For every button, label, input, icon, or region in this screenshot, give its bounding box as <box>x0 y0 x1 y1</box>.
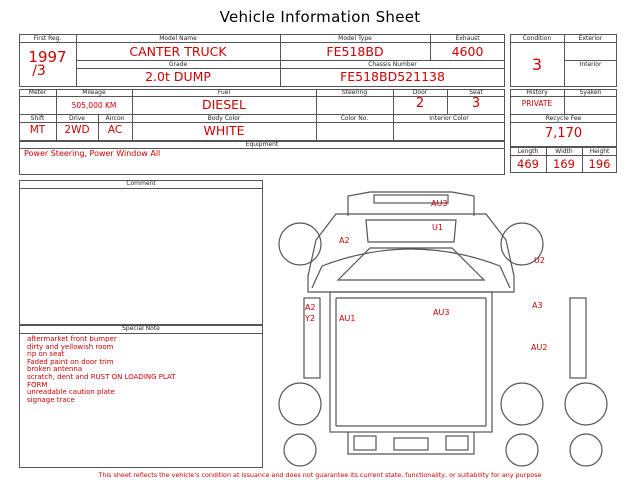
color-no-label: Color No. <box>340 115 369 122</box>
steering-label: Steering <box>341 89 368 96</box>
note-line: scratch, dent and RUST ON LOADING PLAT <box>27 372 176 381</box>
meter-label: Meter <box>28 89 47 96</box>
note-line: signage trace <box>27 395 75 404</box>
width-value: 169 <box>553 157 575 171</box>
damage-mark-front: AU3 <box>431 199 448 208</box>
damage-mark-left-door-y: Y2 <box>305 314 315 323</box>
body-color-label: Body Color <box>207 115 241 122</box>
interior-color-label: Interior Color <box>429 115 469 122</box>
special-note-label: Special Note <box>122 325 160 332</box>
damage-mark-right-bed-upper: A3 <box>532 301 543 310</box>
recycle-fee-label: Recycle Fee <box>545 115 582 122</box>
model-type-label: Model Type <box>338 35 372 42</box>
door-label: Door <box>412 89 428 96</box>
special-note-list <box>27 336 176 404</box>
fuel-value: DIESEL <box>201 97 246 112</box>
mileage-label: Mileage <box>82 89 106 96</box>
recycle-fee-value: 7,170 <box>544 126 583 141</box>
exhaust-value: 4600 <box>451 44 484 59</box>
equipment-label: Equipment <box>245 141 279 148</box>
aircon-value: AC <box>107 124 123 136</box>
damage-mark-windshield: U1 <box>432 223 443 232</box>
exhaust-label: Exhaust <box>455 35 480 42</box>
length-value: 469 <box>517 157 539 171</box>
shift-value: MT <box>29 124 46 136</box>
width-label: Width <box>555 148 573 155</box>
height-label: Height <box>589 148 610 155</box>
damage-mark-bed-center: AU3 <box>433 308 450 317</box>
comment-label: Comment <box>126 180 156 187</box>
shift-label: Shift <box>30 115 45 122</box>
chassis-number-value: FE518BD521138 <box>340 69 445 84</box>
chassis-number-label: Chassis Number <box>368 61 417 68</box>
comment-box <box>19 180 263 325</box>
interior-label: Interior <box>579 61 602 68</box>
model-type-value: FE518BD <box>326 44 384 59</box>
damage-mark-left-bed: AU1 <box>339 314 356 323</box>
body-color-value: WHITE <box>203 123 245 138</box>
first-reg-year: 1997 <box>28 48 67 66</box>
equipment-value: Power Steering, Power Window All <box>24 149 161 158</box>
door-value: 2 <box>415 96 425 111</box>
note-line: Faded paint on door trim <box>27 357 114 366</box>
damage-mark-left-door-a: A2 <box>305 303 316 312</box>
fuel-label: Fuel <box>217 89 231 96</box>
exterior-label: Exterior <box>578 35 603 42</box>
first-reg-label: First Reg. <box>33 35 62 42</box>
history-label: History <box>526 89 548 96</box>
page-title: Vehicle Information Sheet <box>219 8 421 26</box>
vehicle-damage-diagram <box>270 180 630 470</box>
note-line: FORM <box>27 380 48 389</box>
model-name-label: Model Name <box>159 35 197 42</box>
note-line: aftermarket front bumper <box>27 335 117 343</box>
syaken-label: Syaken <box>579 89 602 96</box>
condition-label: Condition <box>522 35 552 42</box>
model-name-value: CANTER TRUCK <box>129 44 227 59</box>
height-value: 196 <box>588 157 611 171</box>
note-line: broken antenna <box>27 365 83 374</box>
disclaimer-footer: This sheet reflects the vehicle's condition at issuance and does not guarantee its current state, functionality, or suitability for any purpose <box>98 471 542 479</box>
grade-label: Grade <box>168 61 188 68</box>
seat-value: 3 <box>471 96 481 111</box>
condition-value: 3 <box>531 55 543 74</box>
length-label: Length <box>517 148 539 155</box>
damage-mark-right-front: U2 <box>534 256 545 265</box>
aircon-label: Aircon <box>105 115 125 122</box>
note-line: rip on seat <box>27 350 65 359</box>
history-value: PRIVATE <box>521 99 553 108</box>
note-line: dirty and yellowish room <box>27 342 114 351</box>
drive-value: 2WD <box>64 124 90 136</box>
drive-label: Drive <box>69 115 85 122</box>
note-line: unreadable caution plate <box>27 388 115 397</box>
mileage-value: 505,000 KM <box>71 101 117 110</box>
grade-value: 2.0t DUMP <box>145 69 211 84</box>
first-reg-month: /3 <box>32 63 46 79</box>
damage-mark-left-front: A2 <box>339 236 350 245</box>
seat-label: Seat <box>469 89 483 96</box>
damage-mark-right-bed-lower: AU2 <box>531 343 548 352</box>
